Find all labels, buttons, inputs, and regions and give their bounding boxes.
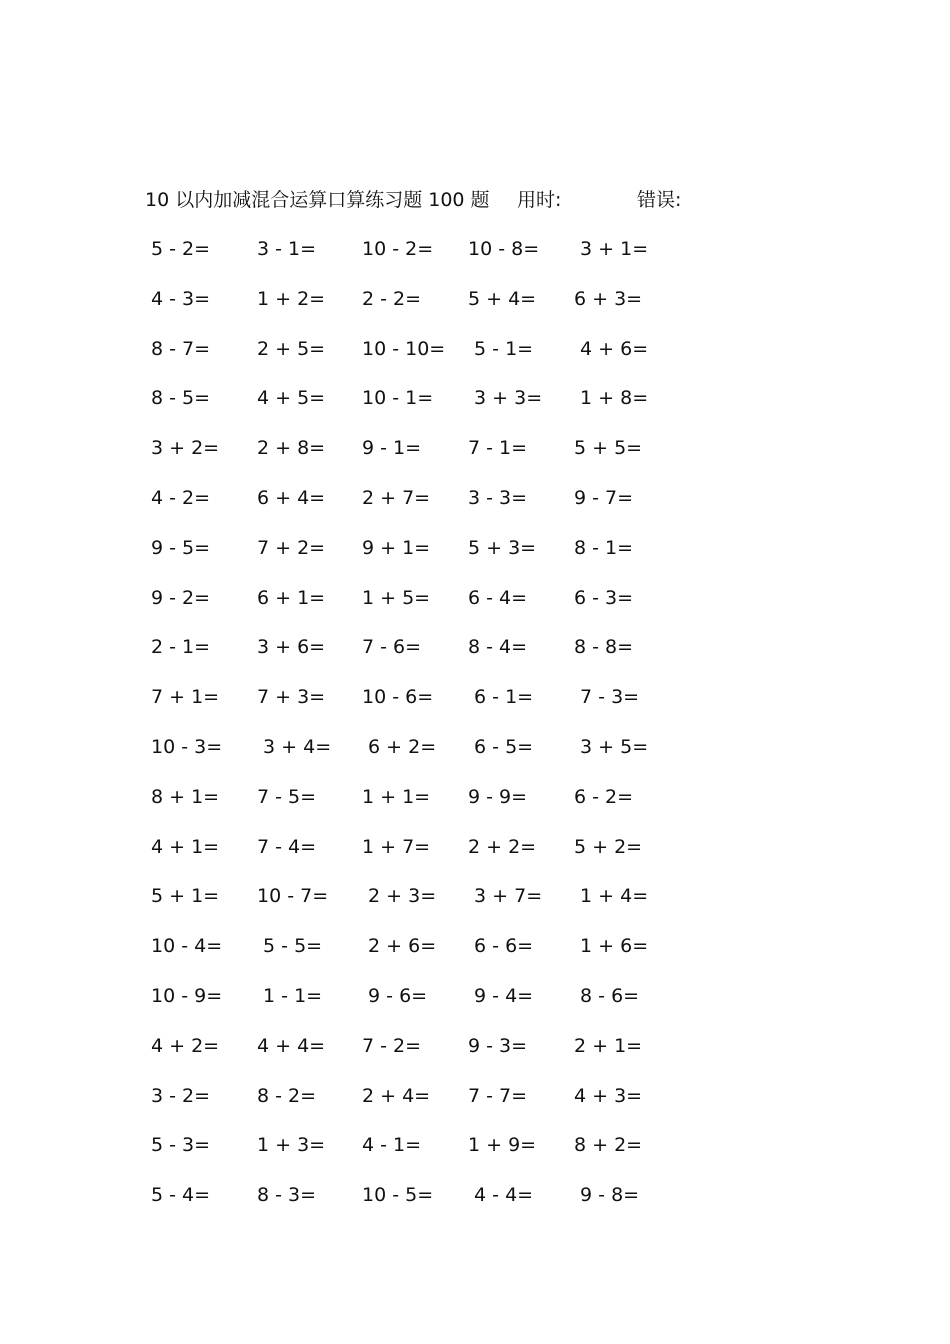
math-problem: 7 - 6= xyxy=(362,636,422,659)
problem-row xyxy=(0,1082,950,1132)
math-problem: 6 - 4= xyxy=(468,586,528,609)
problem-row xyxy=(0,932,950,982)
math-problem: 10 - 6= xyxy=(362,686,434,709)
math-problem: 9 + 1= xyxy=(362,536,431,559)
math-problem: 2 + 6= xyxy=(362,935,437,958)
math-problem: 8 - 1= xyxy=(574,536,634,559)
math-problem: 7 + 2= xyxy=(257,536,326,559)
math-problem: 4 + 3= xyxy=(574,1084,643,1107)
math-problem: 4 - 1= xyxy=(362,1134,422,1157)
math-problem: 4 - 4= xyxy=(468,1184,534,1207)
math-problem: 3 + 1= xyxy=(574,238,649,260)
math-problem: 1 + 5= xyxy=(362,586,431,609)
math-problem: 6 + 3= xyxy=(574,287,643,310)
math-problem: 2 + 4= xyxy=(362,1084,431,1107)
problem-row xyxy=(0,783,950,833)
math-problem: 2 + 5= xyxy=(257,337,326,360)
math-problem: 10 - 2= xyxy=(362,238,434,260)
math-problem: 8 - 5= xyxy=(151,387,211,410)
problem-row xyxy=(0,434,950,484)
math-problem: 2 - 1= xyxy=(151,636,211,659)
time-used-label: 用时: xyxy=(517,189,562,211)
math-problem: 7 - 7= xyxy=(468,1084,528,1107)
math-problem: 5 - 1= xyxy=(468,337,534,360)
math-problem: 7 - 2= xyxy=(362,1034,422,1057)
math-problem: 5 + 4= xyxy=(468,287,537,310)
math-problem: 10 - 5= xyxy=(362,1184,434,1207)
math-problem: 8 - 7= xyxy=(151,337,211,360)
math-problem: 3 + 2= xyxy=(151,437,220,460)
math-problem: 2 - 2= xyxy=(362,287,422,310)
worksheet-title: 10 以内加减混合运算口算练习题 100 题 xyxy=(145,189,490,211)
math-problem: 4 - 2= xyxy=(151,486,211,509)
math-problem: 2 + 3= xyxy=(362,885,437,908)
math-problem: 9 - 5= xyxy=(151,536,211,559)
math-problem: 2 + 2= xyxy=(468,835,537,858)
math-problem: 8 + 2= xyxy=(574,1134,643,1157)
math-problem: 10 - 4= xyxy=(151,935,223,958)
problem-row xyxy=(0,584,950,634)
math-problem: 2 + 7= xyxy=(362,486,431,509)
math-problem: 4 + 5= xyxy=(257,387,326,410)
math-problem: 9 - 9= xyxy=(468,785,528,808)
math-problem: 7 + 1= xyxy=(151,686,220,709)
math-problem: 6 + 4= xyxy=(257,486,326,509)
math-problem: 5 - 5= xyxy=(257,935,323,958)
math-problem: 10 - 8= xyxy=(468,238,540,260)
math-problem: 1 + 7= xyxy=(362,835,431,858)
problem-row xyxy=(0,1181,950,1231)
math-problem: 1 + 6= xyxy=(574,935,649,958)
math-problem: 9 - 3= xyxy=(468,1034,528,1057)
math-problem: 10 - 9= xyxy=(151,984,223,1007)
math-problem: 4 + 6= xyxy=(574,337,649,360)
math-problem: 1 + 8= xyxy=(574,387,649,410)
math-problem: 9 - 4= xyxy=(468,984,534,1007)
math-problem: 9 - 6= xyxy=(362,984,428,1007)
math-problem: 5 - 4= xyxy=(151,1184,211,1207)
problem-row xyxy=(0,235,950,285)
problem-row xyxy=(0,335,950,385)
math-problem: 4 + 2= xyxy=(151,1034,220,1057)
math-problem: 2 + 8= xyxy=(257,437,326,460)
math-problem: 6 + 1= xyxy=(257,586,326,609)
math-problem: 6 - 5= xyxy=(468,735,534,758)
math-problem: 7 + 3= xyxy=(257,686,326,709)
math-problem: 3 - 3= xyxy=(468,486,528,509)
math-problem: 7 - 5= xyxy=(257,785,317,808)
math-problem: 8 - 4= xyxy=(468,636,528,659)
math-problem: 6 + 2= xyxy=(362,735,437,758)
problem-row xyxy=(0,384,950,434)
math-problem: 7 - 4= xyxy=(257,835,317,858)
math-problem: 8 - 2= xyxy=(257,1084,317,1107)
math-problem: 3 + 7= xyxy=(468,885,543,908)
problem-row xyxy=(0,1032,950,1082)
math-problem: 9 - 7= xyxy=(574,486,634,509)
math-problem: 3 - 1= xyxy=(257,238,317,260)
math-problem: 5 + 5= xyxy=(574,437,643,460)
math-problem: 5 + 3= xyxy=(468,536,537,559)
math-problem: 6 - 3= xyxy=(574,586,634,609)
math-problem: 2 + 1= xyxy=(574,1034,643,1057)
math-problem: 1 + 4= xyxy=(574,885,649,908)
math-problem: 3 + 6= xyxy=(257,636,326,659)
math-problem: 1 + 2= xyxy=(257,287,326,310)
math-problem: 9 - 2= xyxy=(151,586,211,609)
math-problem: 7 - 1= xyxy=(468,437,528,460)
math-problem: 5 + 2= xyxy=(574,835,643,858)
math-problem: 5 - 2= xyxy=(151,238,211,260)
problem-row xyxy=(0,1131,950,1181)
math-problem: 6 - 2= xyxy=(574,785,634,808)
math-problem: 3 - 2= xyxy=(151,1084,211,1107)
math-problem: 1 + 1= xyxy=(362,785,431,808)
problem-row xyxy=(0,633,950,683)
math-problem: 3 + 5= xyxy=(574,735,649,758)
math-problem: 6 - 1= xyxy=(468,686,534,709)
math-problem: 8 - 6= xyxy=(574,984,640,1007)
math-problem: 9 - 8= xyxy=(574,1184,640,1207)
math-problem: 7 - 3= xyxy=(574,686,640,709)
math-problem: 10 - 3= xyxy=(151,735,223,758)
math-problem: 5 + 1= xyxy=(151,885,220,908)
problem-row xyxy=(0,484,950,534)
problem-row xyxy=(0,982,950,1032)
errors-label: 错误: xyxy=(637,189,682,211)
problem-row xyxy=(0,534,950,584)
problem-row xyxy=(0,833,950,883)
math-problem: 4 - 3= xyxy=(151,287,211,310)
math-problem: 6 - 6= xyxy=(468,935,534,958)
problem-grid xyxy=(0,235,950,1231)
math-problem: 1 - 1= xyxy=(257,984,323,1007)
math-problem: 10 - 10= xyxy=(362,337,446,360)
math-problem: 1 + 3= xyxy=(257,1134,326,1157)
math-problem: 3 + 4= xyxy=(257,735,332,758)
math-problem: 3 + 3= xyxy=(468,387,543,410)
math-problem: 10 - 1= xyxy=(362,387,434,410)
problem-row xyxy=(0,882,950,932)
math-problem: 4 + 1= xyxy=(151,835,220,858)
problem-row xyxy=(0,285,950,335)
math-problem: 5 - 3= xyxy=(151,1134,211,1157)
problem-row xyxy=(0,733,950,783)
math-problem: 8 - 8= xyxy=(574,636,634,659)
math-problem: 8 - 3= xyxy=(257,1184,317,1207)
math-problem: 1 + 9= xyxy=(468,1134,537,1157)
math-problem: 10 - 7= xyxy=(257,885,329,908)
problem-row xyxy=(0,683,950,733)
math-problem: 8 + 1= xyxy=(151,785,220,808)
math-problem: 9 - 1= xyxy=(362,437,422,460)
math-problem: 4 + 4= xyxy=(257,1034,326,1057)
